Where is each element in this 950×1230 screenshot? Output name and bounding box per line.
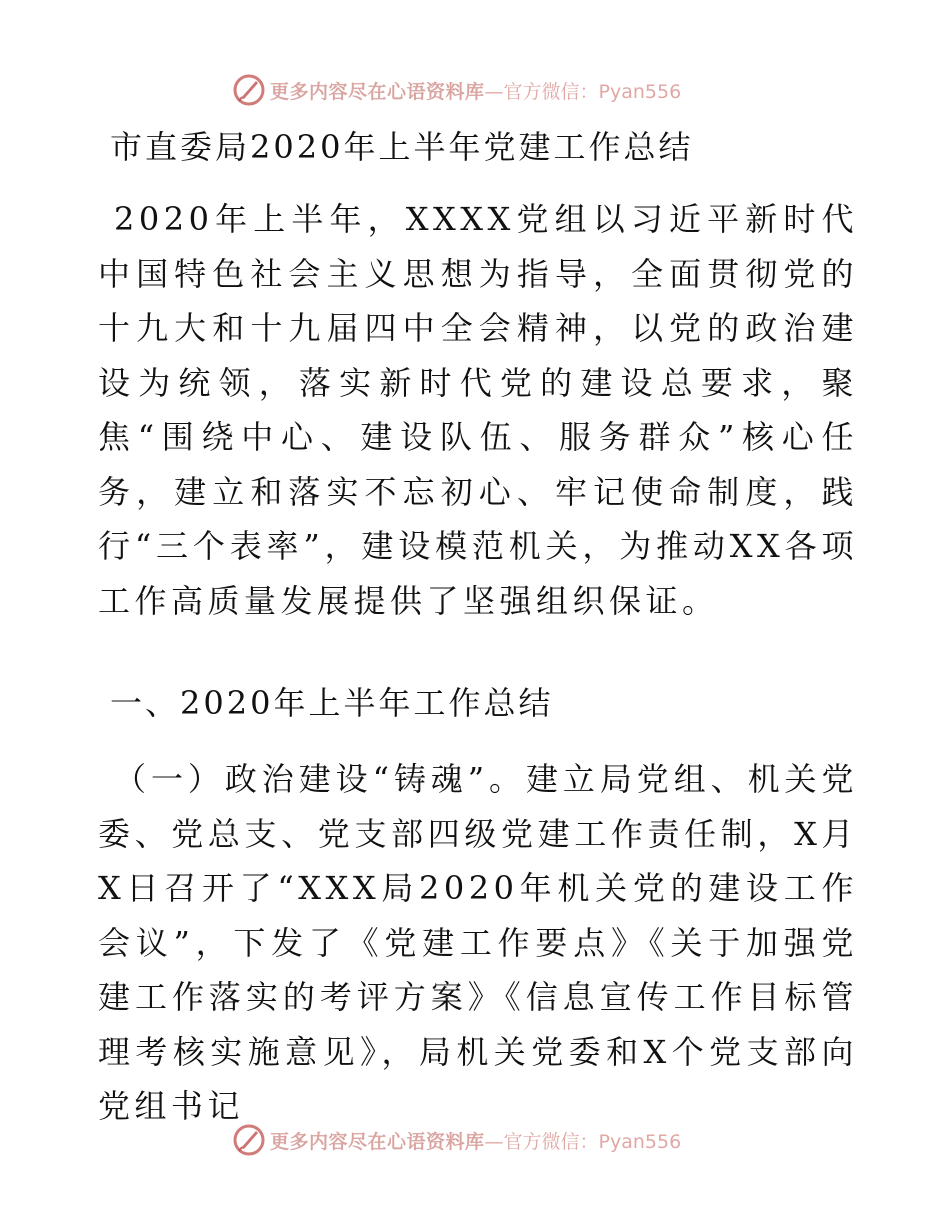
document-title: 市直委局2020年上半年党建工作总结 — [110, 128, 694, 166]
watermark-contact-text: —官方微信：Pyan556 — [484, 80, 682, 103]
quill-logo-icon — [232, 1123, 266, 1157]
header-watermark — [232, 70, 681, 110]
watermark-contact-text: —官方微信：Pyan556 — [484, 1130, 682, 1153]
quill-logo-icon — [232, 73, 266, 107]
section-paragraph: （一）政治建设“铸魂”。建立局党组、机关党委、党总支、党支部四级党建工作责任制，X月X日召开了“XXX局2020年机关党的建设工作会议”，下发了《党建工作要点》《关于加强党建工作落实的考评方案》《信息宣传工作目标管理考核实施意见》，局机关党委和X个党支部向党组书记 — [98, 760, 858, 1125]
intro-paragraph: 2020年上半年，XXXX党组以习近平新时代中国特色社会主义思想为指导，全面贯彻党的十九大和十九届四中全会精神，以党的政治建设为统领，落实新时代党的建设总要求，聚焦“围绕中心、建设队伍、服务群众”核心任务，建立和落实不忘初心、牢记使命制度，践行“三个表率”，建设模范机关，为推动XX各项工作高质量发展提供了坚强组织保证。 — [98, 200, 858, 620]
watermark-main-text: 更多内容尽在心语资料库 — [270, 80, 485, 103]
footer-watermark — [232, 1120, 681, 1160]
watermark-main-text: 更多内容尽在心语资料库 — [270, 1130, 485, 1153]
section-heading: 一、2020年上半年工作总结 — [110, 684, 554, 722]
